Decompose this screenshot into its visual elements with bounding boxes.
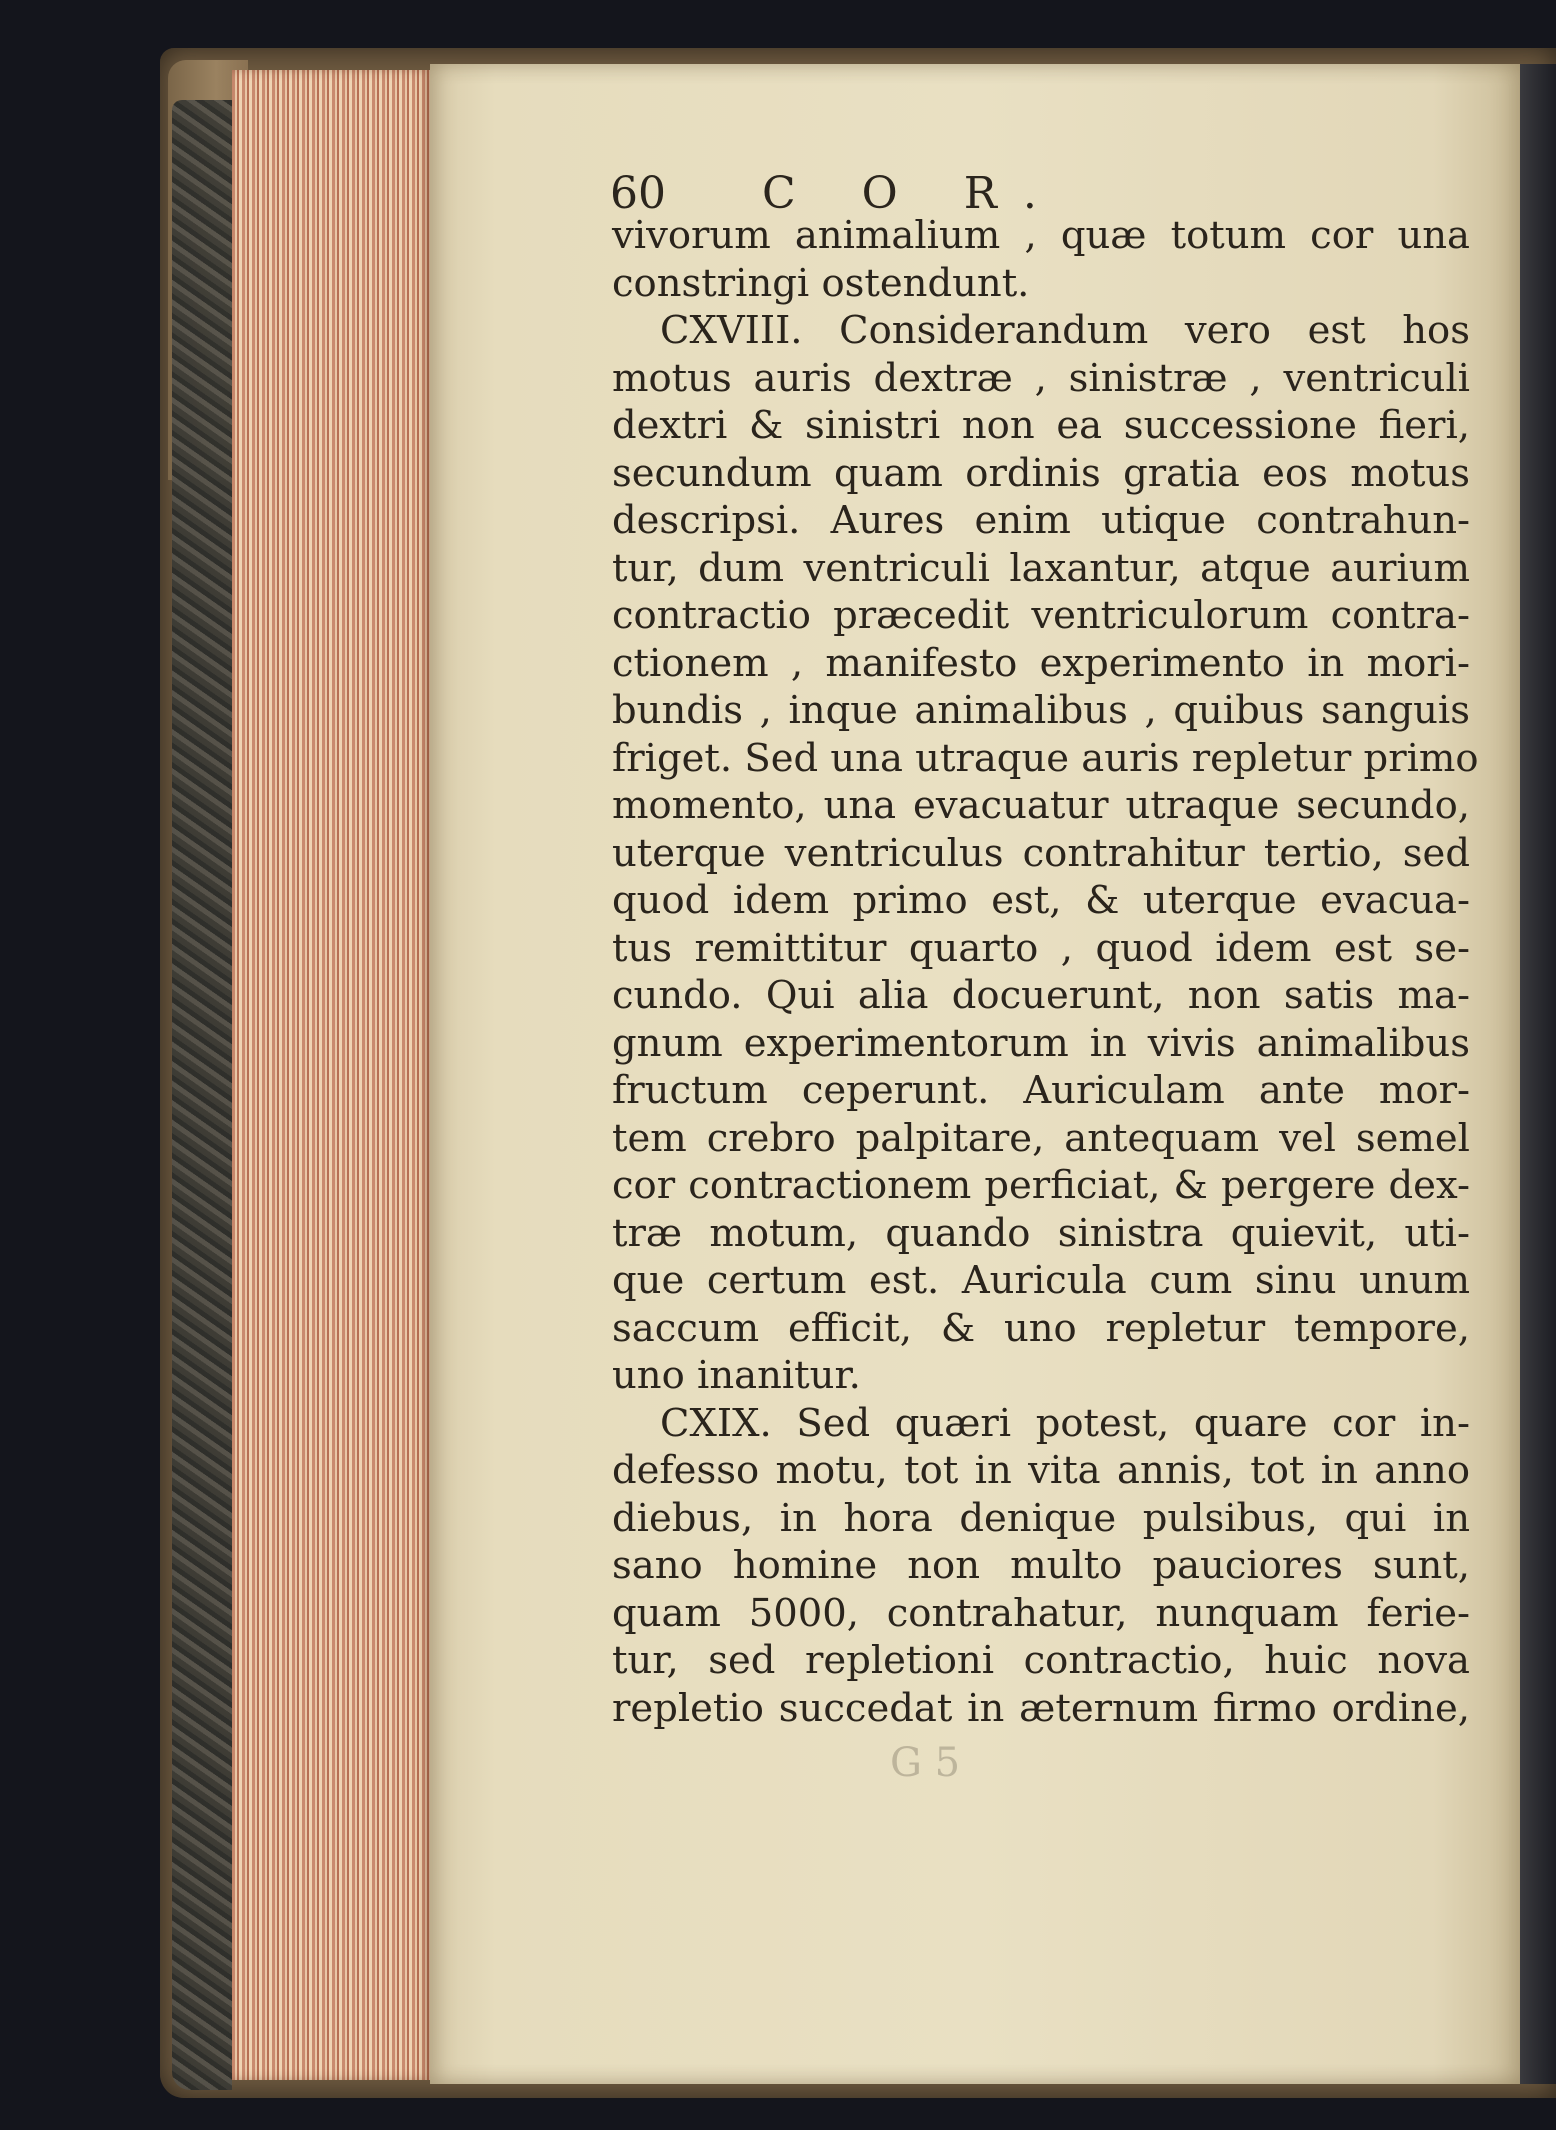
page-stack-fore-edge [232,70,432,2080]
text-line: fructum ceperunt. Auriculam ante mor- [612,1068,1470,1113]
text-line: ctionem , manifesto experimento in mori- [612,640,1470,686]
text-line: CXIX. Sed quæri potest, quare cor in- [660,1400,1470,1446]
body-text [612,212,1479,1732]
text-line: saccum efficit, & uno repletur tempore, [612,1305,1470,1351]
text-line: CXVIII. Considerandum vero est hos [660,308,1470,353]
text-line: vivorum animalium , quæ totum cor una [612,213,1470,258]
text-line: tus remittitur quarto , quod idem est se- [612,925,1470,971]
text-line: repletio succedat in æternum firmo ordine, [612,1685,1470,1731]
text-line: que certum est. Auricula cum sinu unum [612,1258,1470,1303]
page-number: 60 [610,168,666,219]
gutter-shadow [1520,64,1556,2084]
text-line: gnum experimentorum in vivis animalibus [612,1020,1470,1066]
text-line: cor contractionem perficiat, & pergere dex- [612,1163,1470,1208]
text-line: tur, dum ventriculi laxantur, atque aurium [612,545,1470,591]
text-line: contractio præcedit ventriculorum contra- [612,593,1470,638]
text-line: momento, una evacuatur utraque secundo, [612,783,1470,828]
text-line: cundo. Qui alia docuerunt, non satis ma- [612,973,1470,1018]
signature-mark-show-through: G 5 [890,1740,961,1786]
text-line: secundum quam ordinis gratia eos motus [612,450,1470,496]
text-line: defesso motu, tot in vita annis, tot in anno [612,1448,1470,1493]
text-line: uno inanitur. [612,1353,861,1398]
text-line: quam 5000, contrahatur, nunquam ferie- [612,1590,1470,1636]
text-line: tur, sed repletioni contractio, huic nova [612,1638,1470,1683]
text-line: friget. Sed una utraque auris repletur primo [612,735,1479,781]
marbled-cover-edge [172,100,232,2090]
text-line: tem crebro palpitare, antequam vel semel [612,1115,1470,1161]
text-line: diebus, in hora denique pulsibus, qui in [612,1495,1470,1541]
running-title: C O R. [762,168,1063,219]
text-line: træ motum, quando sinistra quievit, uti- [612,1210,1470,1256]
text-line: quod idem primo est, & uterque evacua- [612,878,1470,923]
text-line: uterque ventriculus contrahitur tertio, sed [612,830,1470,876]
text-line: sano homine non multo pauciores sunt, [612,1543,1470,1588]
text-line: dextri & sinistri non ea successione fieri, [612,403,1470,448]
text-line: bundis , inque animalibus , quibus sanguis [612,688,1470,733]
text-line: motus auris dextræ , sinistræ , ventriculi [612,355,1470,401]
text-line: descripsi. Aures enim utique contrahun- [612,498,1470,543]
text-line: constringi ostendunt. [612,260,1030,306]
